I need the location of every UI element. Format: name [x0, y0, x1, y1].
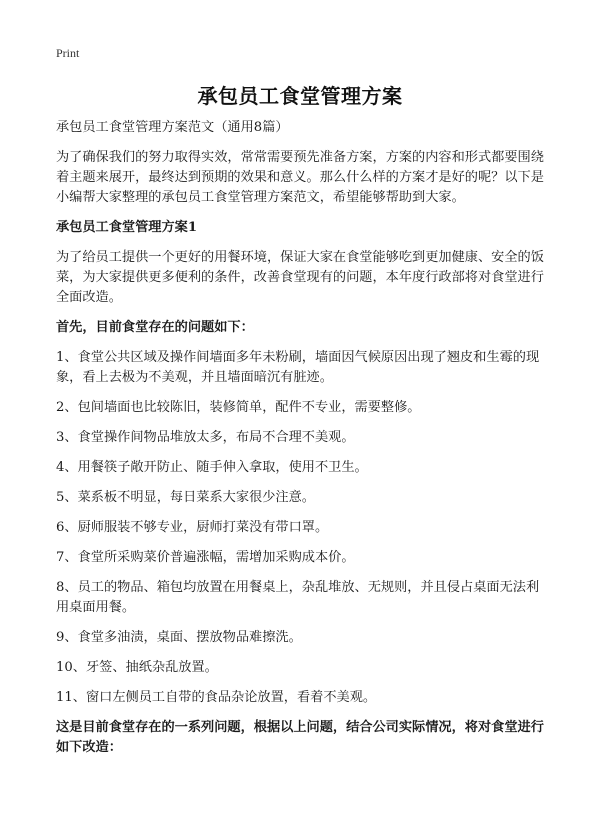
print-label[interactable]: Print [56, 46, 80, 60]
problem-item: 3、食堂操作间物品堆放太多，布局不合理不美观。 [56, 430, 355, 445]
problem-item: 7、食堂所采购菜价普遍涨幅，需增加采购成本价。 [56, 550, 355, 565]
problem-item: 6、厨师服装不够专业，厨师打菜没有带口罩。 [56, 520, 329, 535]
section-intro-paragraph: 为了给员工提供一个更好的用餐环境，保证大家在食堂能够吃到更加健康、安全的饭菜，为大家提供更多便利的条件，改善食堂现有的问题，本年度行政部将对食堂进行全面改造。 [56, 250, 544, 305]
problem-item: 9、食堂多油渍，桌面、摆放物品难擦洗。 [56, 630, 302, 645]
problem-item: 2、包间墙面也比较陈旧，装修简单，配件不专业，需要整修。 [56, 400, 421, 415]
problem-item: 1、食堂公共区域及操作间墙面多年未粉刷，墙面因气候原因出现了翘皮和生霉的现象，看上去极为不美观，并且墙面暗沉有脏迹。 [56, 350, 540, 385]
section-heading-1: 承包员工食堂管理方案1 [56, 220, 198, 235]
problem-item: 11、窗口左侧员工自带的食品杂论放置，看着不美观。 [56, 690, 377, 705]
problem-item: 10、牙签、抽纸杂乱放置。 [56, 660, 218, 675]
document-title: 承包员工食堂管理方案 [197, 84, 403, 108]
conclusion-heading: 这是目前食堂存在的一系列问题，根据以上问题，结合公司实际情况，将对食堂进行如下改造： [56, 720, 544, 755]
document-body [56, 118, 546, 768]
problem-item: 8、员工的物品、箱包均放置在用餐桌上，杂乱堆放、无规则，并且侵占桌面无法利用桌面用餐。 [56, 580, 540, 615]
problems-heading: 首先，目前食堂存在的问题如下： [56, 320, 254, 335]
document-subtitle: 承包员工食堂管理方案范文（通用8篇） [56, 120, 289, 135]
problem-item: 4、用餐筷子敞开防止、随手伸入拿取，使用不卫生。 [56, 460, 368, 475]
problem-item: 5、菜系板不明显，每日菜系大家很少注意。 [56, 490, 315, 505]
intro-paragraph: 为了确保我们的努力取得实效，常常需要预先准备方案，方案的内容和形式都要围绕着主题来展开，最终达到预期的效果和意义。那么什么样的方案才是好的呢？以下是小编帮大家整理的承包员工食堂管理方案范文，希望能够帮助到大家。 [56, 150, 544, 205]
